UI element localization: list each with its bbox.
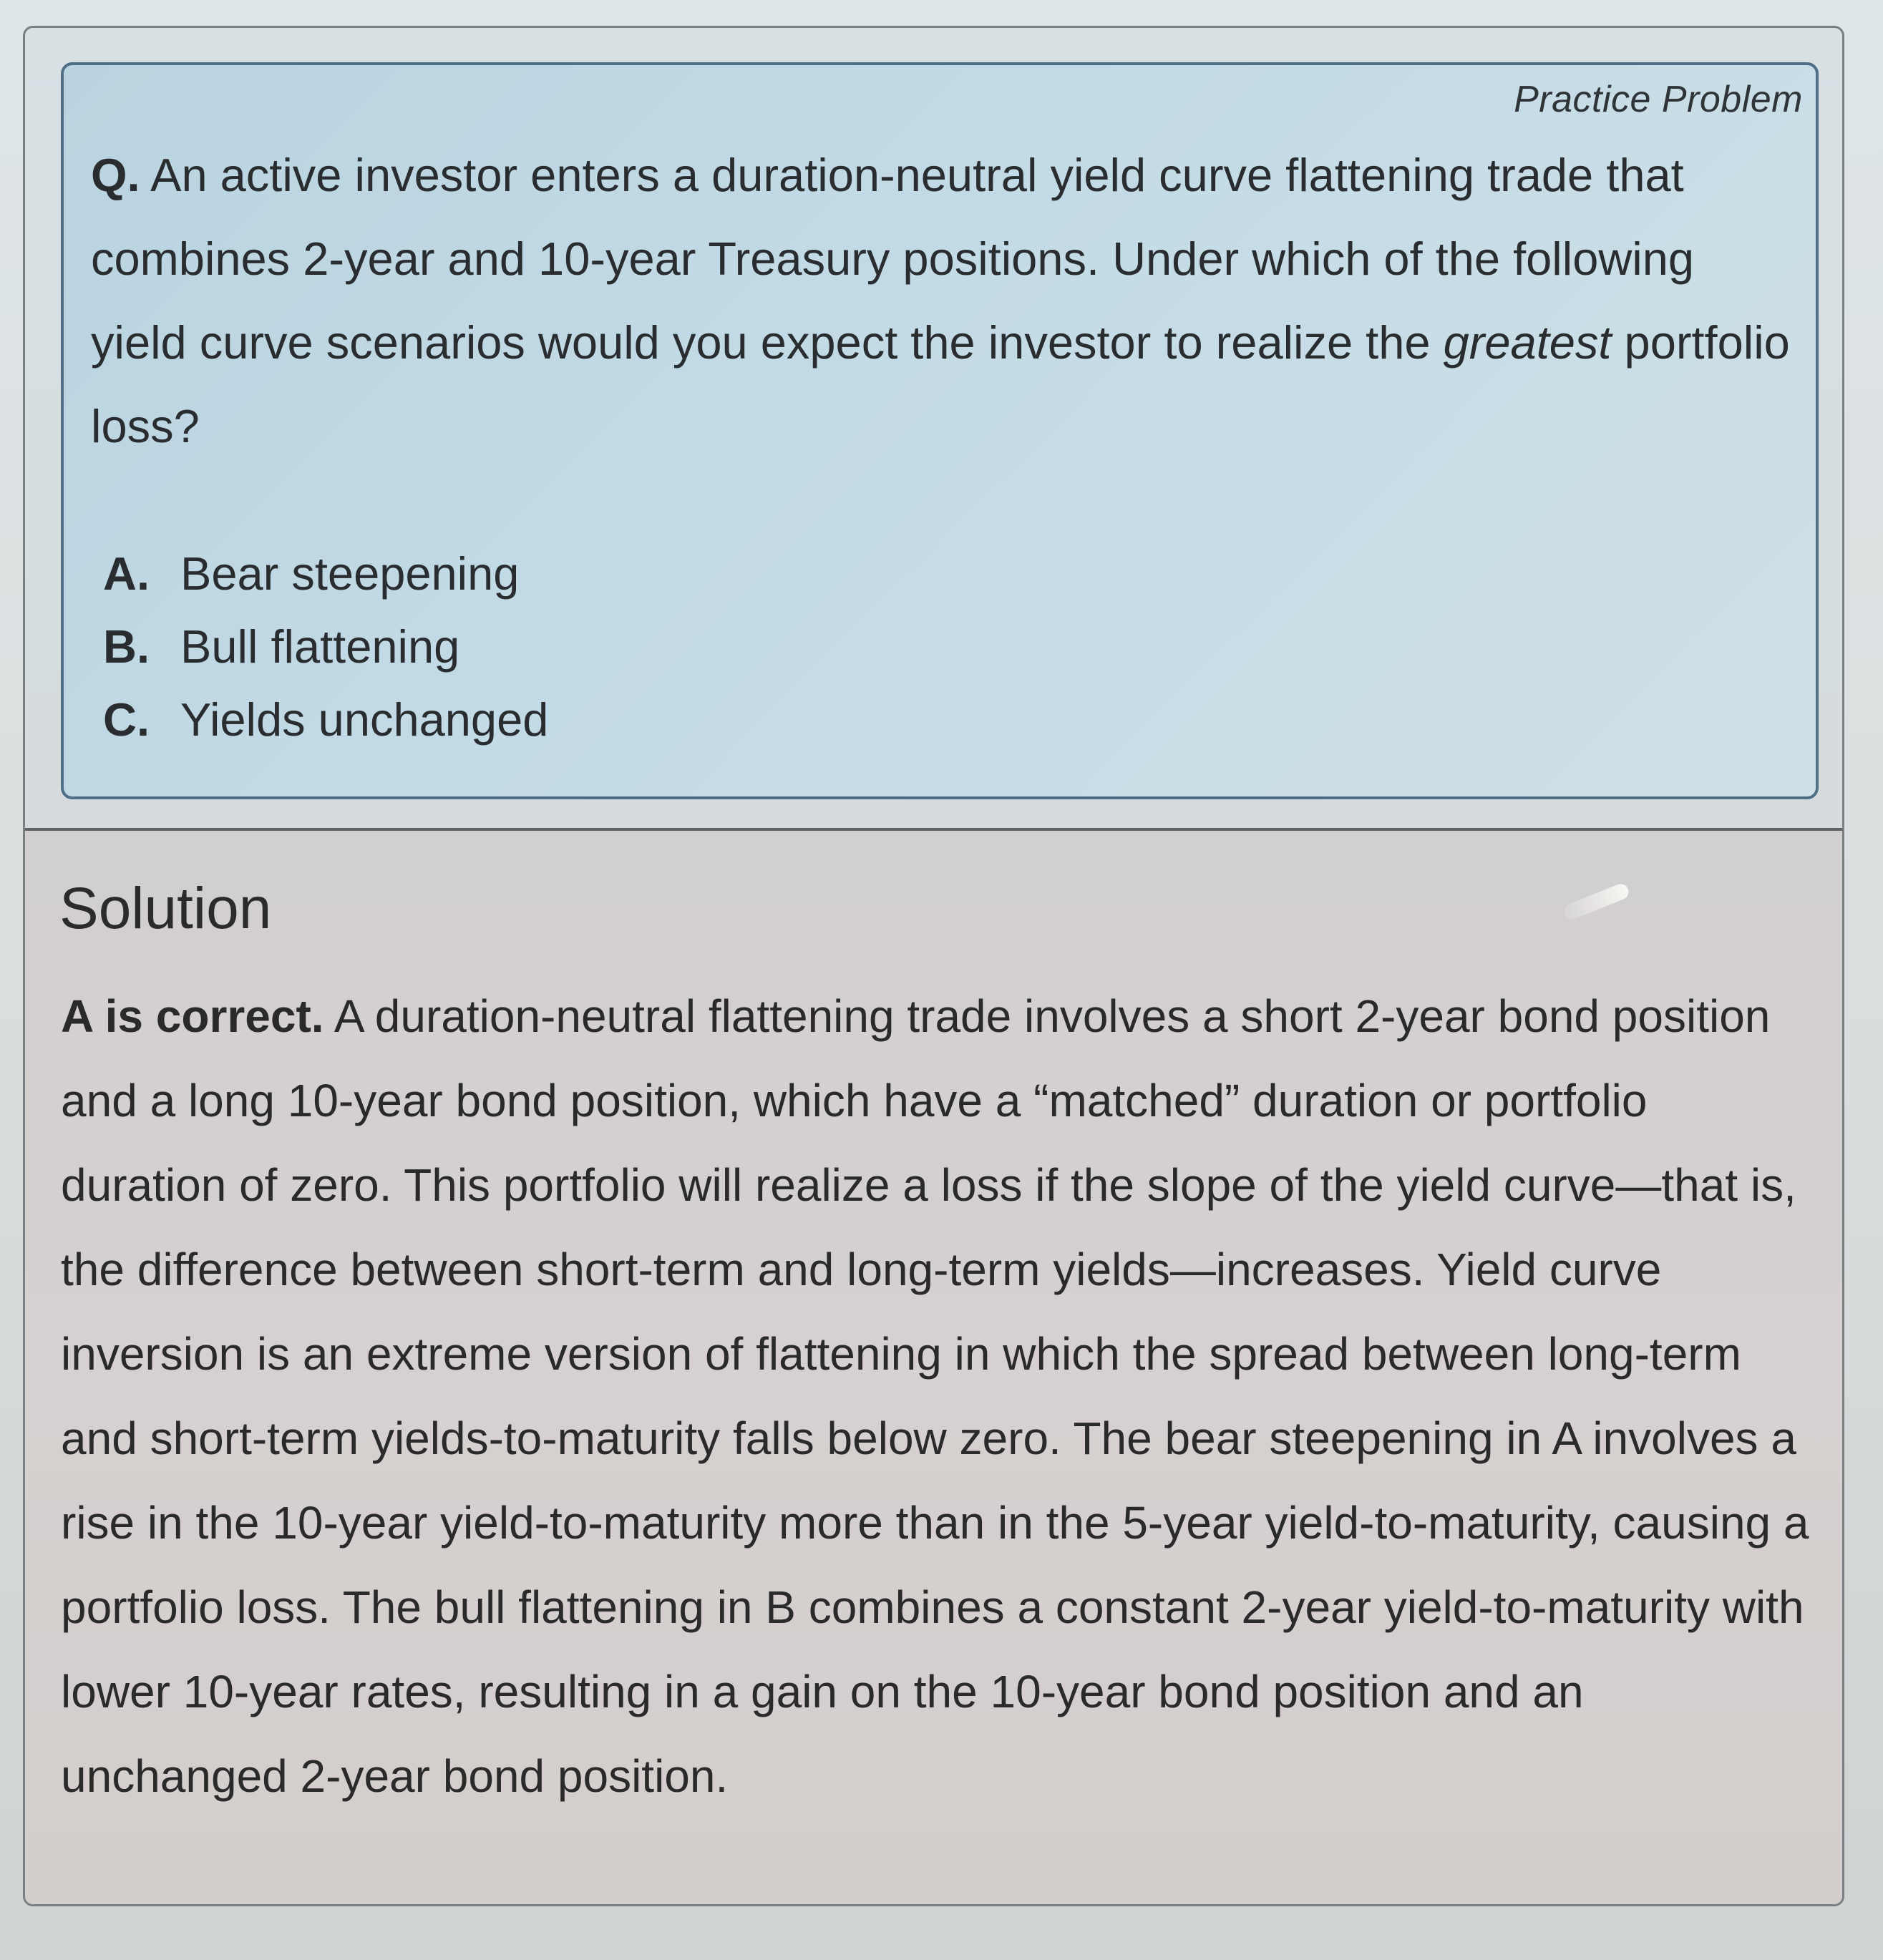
question-text [91, 133, 1794, 468]
question-prefix: Q. [91, 149, 140, 201]
question-body-part-1: An active investor enters a duration-neutral yield curve flattening trade that combines 2-year and 10-year Treasury positions. Under which of the following yield curve scenarios would you expect the investor to realize the [91, 149, 1695, 369]
option-c-letter: C. [103, 693, 150, 746]
practice-problem-label: Practice Problem [1514, 79, 1803, 120]
option-a-letter: A. [103, 547, 150, 600]
option-c-text: Yields unchanged [180, 693, 549, 746]
solution-lead: A is correct. [61, 990, 324, 1042]
option-c[interactable] [103, 683, 548, 756]
option-b[interactable] [103, 610, 548, 683]
question-body-part-2: portfolio loss? [91, 316, 1790, 452]
document-page [23, 26, 1844, 1906]
option-b-text: Bull flattening [180, 620, 460, 673]
solution-body: A duration-neutral flattening trade involves a short 2-year bond position and a long 10-year bond position, which have a “matched” duration or portfolio duration of zero. This portfolio will realize a loss if the slope of the yield curve—that is, the difference between short-term and long-term yields—increases. Yield curve inversion is an extreme version of flattening in which the spread between long-term and short-term yields-to-maturity falls below zero. The bear steepening in A involves a rise in the 10-year yield-to-maturity more than in the 5-year yield-to-maturity, causing a portfolio loss. The bull flattening in B combines a constant 2-year yield-to-maturity with lower 10-year rates, resulting in a gain on the 10-year bond position and an unchanged 2-year bond position. [61, 990, 1809, 1802]
practice-problem-box [61, 62, 1819, 799]
answer-options [103, 537, 548, 756]
option-a[interactable] [103, 537, 548, 610]
question-emphasis: greatest [1443, 316, 1612, 369]
solution-text [61, 974, 1821, 1818]
option-a-text: Bear steepening [180, 547, 520, 600]
solution-title: Solution [59, 876, 272, 941]
option-b-letter: B. [103, 620, 150, 673]
solution-section [25, 831, 1842, 1906]
